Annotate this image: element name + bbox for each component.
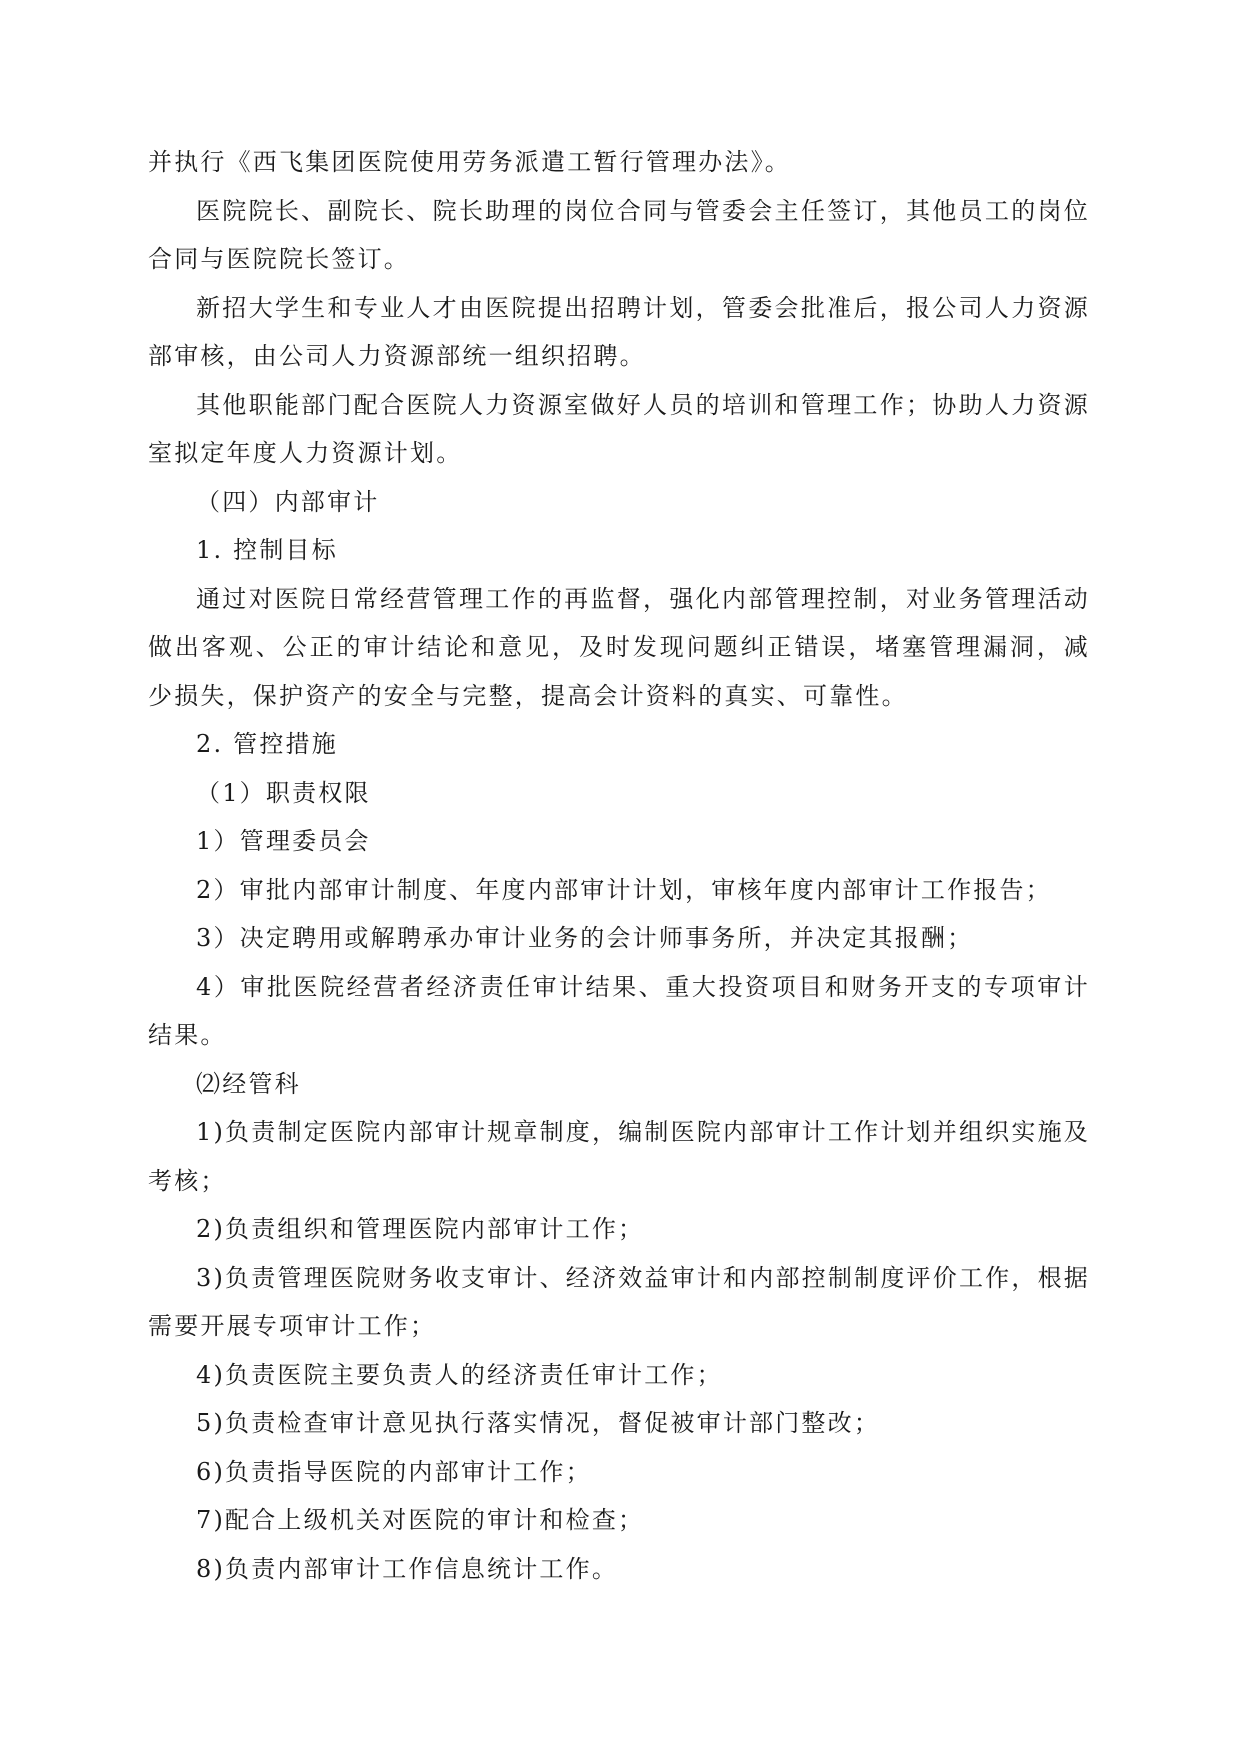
document-page xyxy=(148,138,1090,1593)
list-item-audit-rules: 1)负责制定医院内部审计规章制度，编制医院内部审计工作计划并组织实施及考核； xyxy=(148,1118,1090,1195)
paragraph-continuation: 并执行《西飞集团医院使用劳务派遣工暂行管理办法》。 xyxy=(148,148,791,176)
list-item-organize-audit: 2)负责组织和管理医院内部审计工作； xyxy=(196,1215,645,1243)
list-item-hire-accounting-firm: 3）决定聘用或解聘承办审计业务的会计师事务所，并决定其报酬； xyxy=(196,924,974,952)
list-item-guide-audit: 6)负责指导医院的内部审计工作； xyxy=(196,1457,592,1486)
paragraph-recruitment: 新招大学生和专业人才由医院提出招聘计划，管委会批准后，报公司人力资源部审核，由公司人力资源部统一组织招聘。 xyxy=(148,293,1090,370)
list-item-financial-audit: 3)负责管理医院财务收支审计、经济效益审计和内部控制制度评价工作，根据需要开展专项审计工作； xyxy=(148,1263,1090,1340)
list-item-cooperate-superiors: 7)配合上级机关对医院的审计和检查； xyxy=(196,1506,645,1534)
list-item-check-implementation: 5)负责检查审计意见执行落实情况，督促被审计部门整改； xyxy=(196,1409,881,1437)
paragraph-contract-signing: 医院院长、副院长、院长助理的岗位合同与管委会主任签订，其他员工的岗位合同与医院院长签订。 xyxy=(148,196,1090,273)
list-item-approve-audit-results: 4）审批医院经营者经济责任审计结果、重大投资项目和财务开支的专项审计结果。 xyxy=(148,972,1090,1049)
subheading-responsibilities: （1）职责权限 xyxy=(196,778,371,807)
list-item-approve-audit-system: 2）审批内部审计制度、年度内部审计计划，审核年度内部审计工作报告； xyxy=(196,875,1052,904)
subheading-management-section: ⑵经管科 xyxy=(196,1069,301,1098)
list-item-economic-responsibility: 4)负责医院主要负责人的经济责任审计工作； xyxy=(196,1360,723,1389)
subheading-control-measures: 2. 管控措施 xyxy=(196,730,338,758)
paragraph-hr-cooperation: 其他职能部门配合医院人力资源室做好人员的培训和管理工作；协助人力资源室拟定年度人力资源计划。 xyxy=(148,390,1090,467)
subheading-control-objective: 1. 控制目标 xyxy=(196,536,338,564)
list-item-management-committee: 1）管理委员会 xyxy=(196,827,371,855)
section-heading-internal-audit: （四）内部审计 xyxy=(196,487,380,516)
list-item-statistics: 8)负责内部审计工作信息统计工作。 xyxy=(196,1554,619,1583)
paragraph-control-objective: 通过对医院日常经营管理工作的再监督，强化内部管理控制，对业务管理活动做出客观、公正的审计结论和意见，及时发现问题纠正错误，堵塞管理漏洞，减少损失，保护资产的安全与完整，提高会计资料的真实、可靠性。 xyxy=(148,584,1090,710)
